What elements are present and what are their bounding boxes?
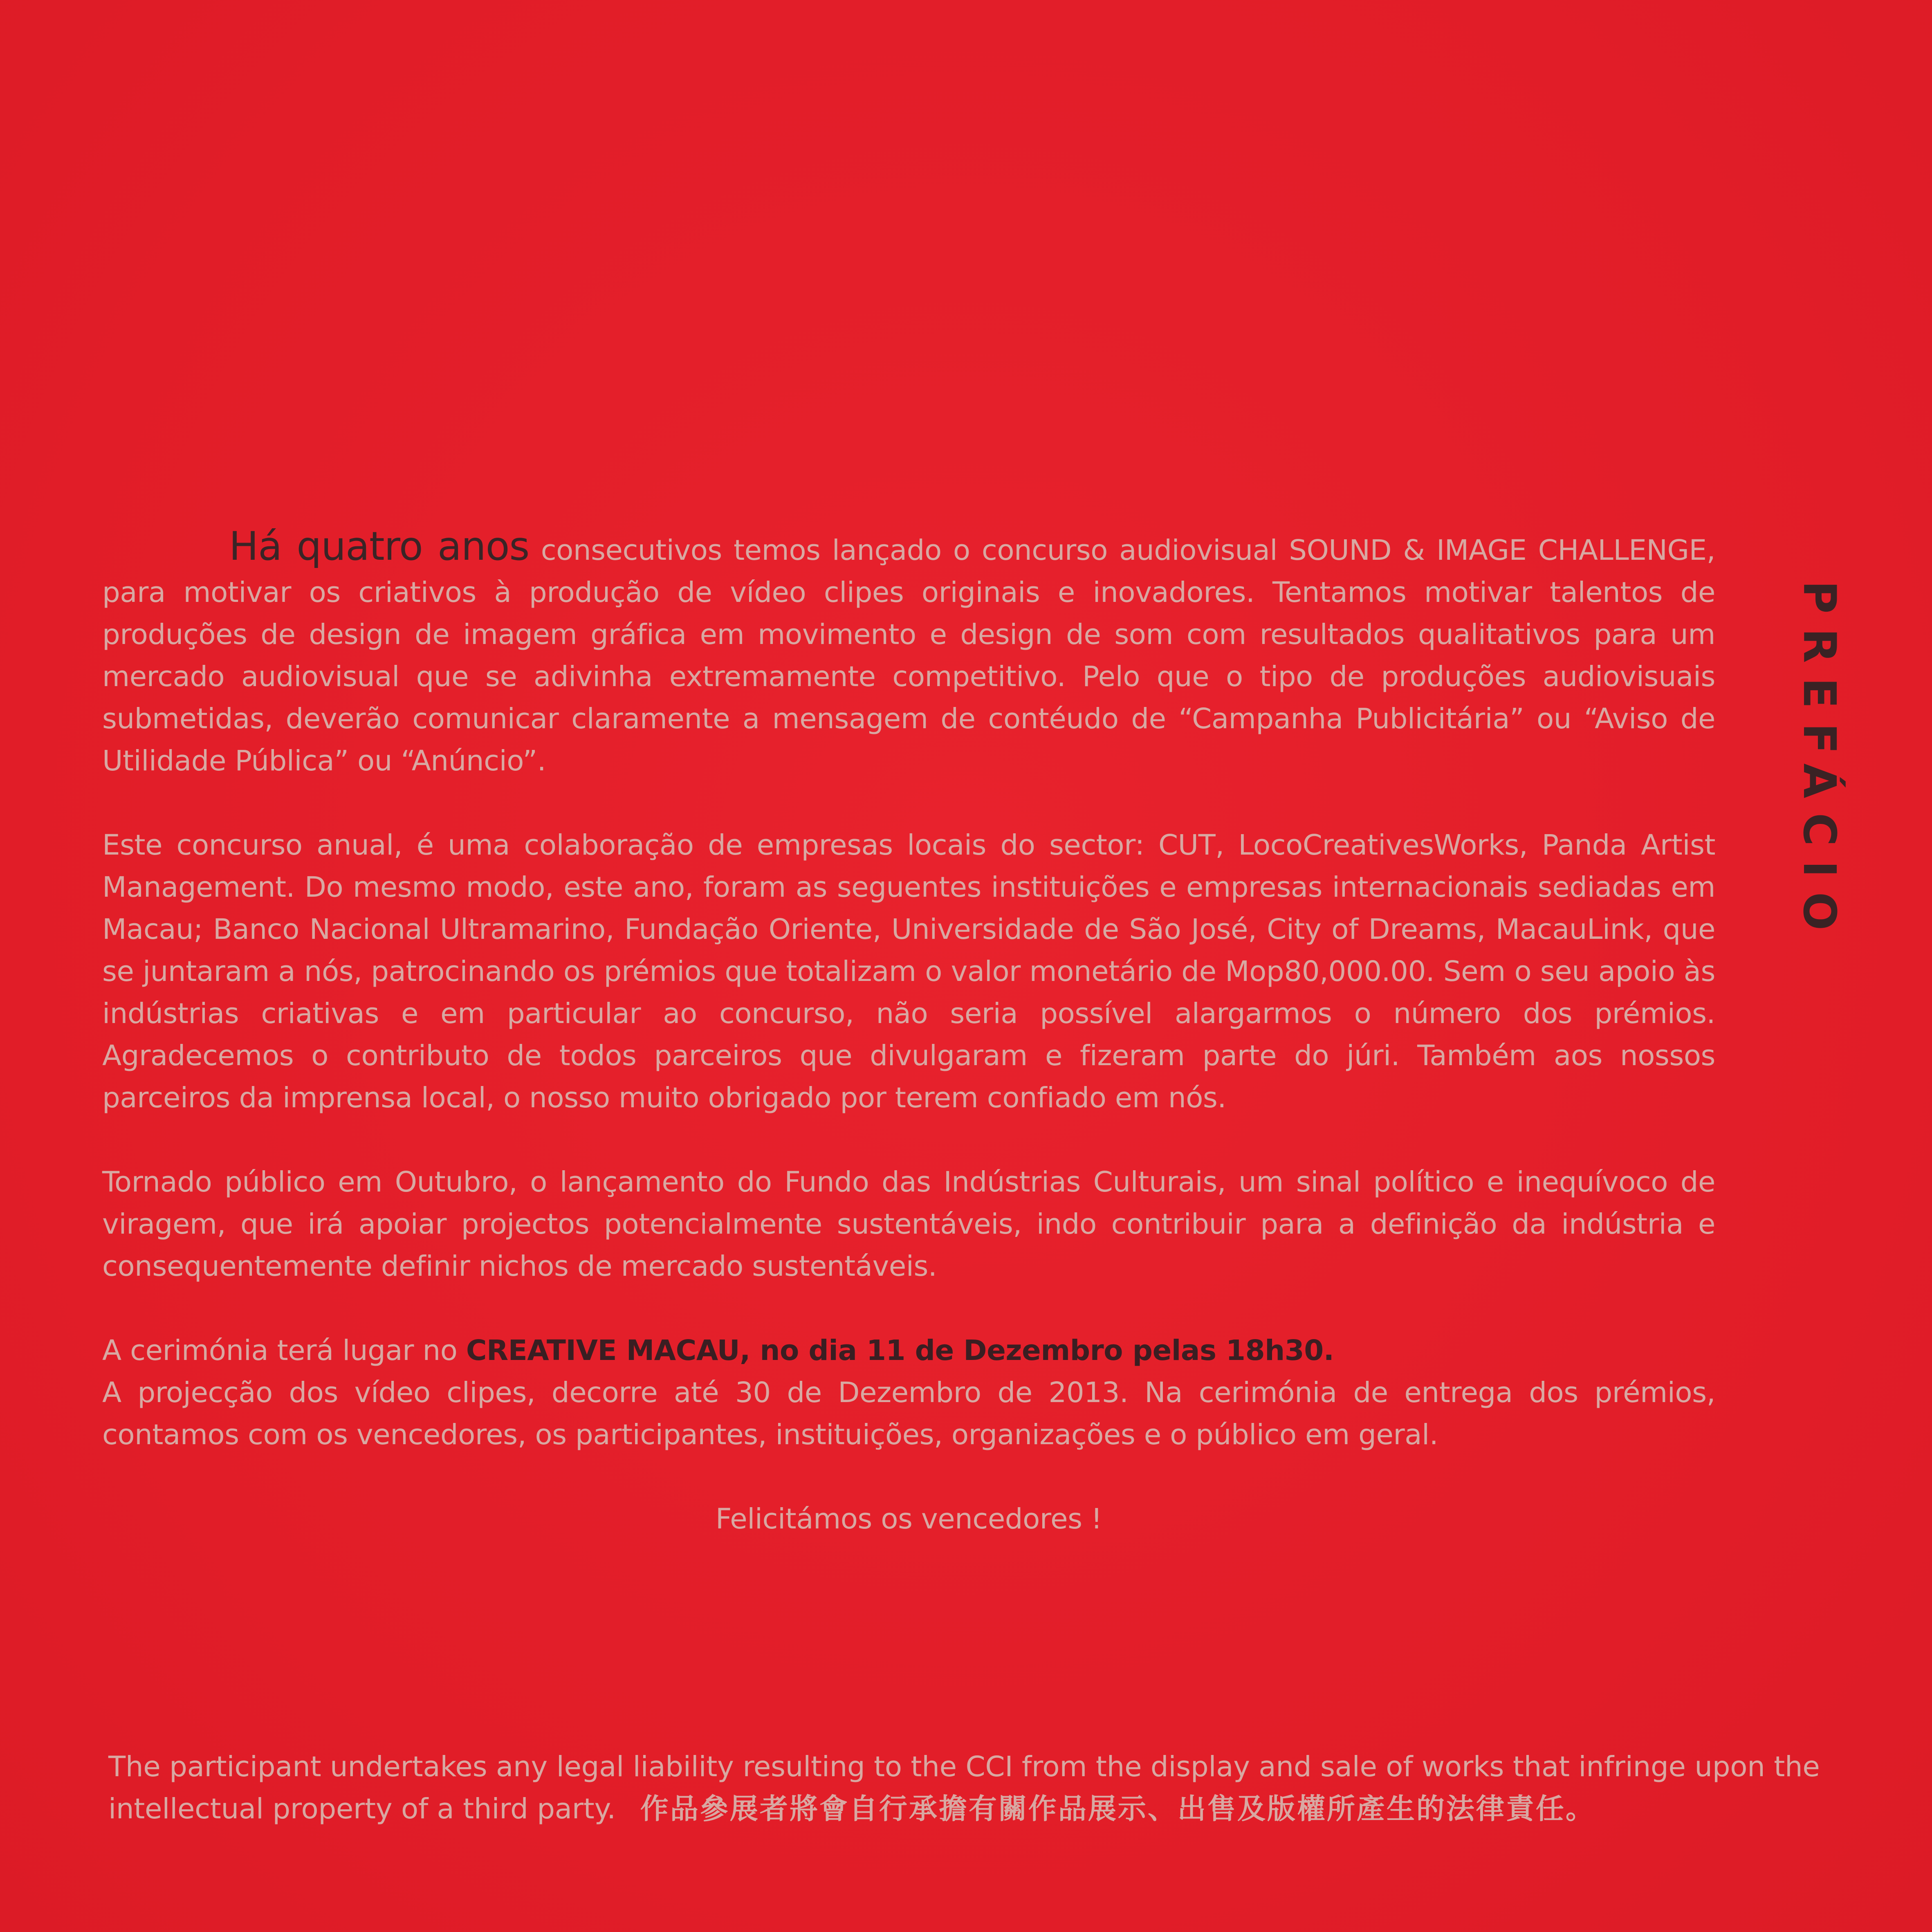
paragraph-sponsors: Este concurso anual, é uma colaboração de empresas locais do sector: CUT, LocoCreativesWorks, Panda Artist Management. Do mesmo modo, este ano, foram as seguentes instituições e empresas internacionais sediadas em Macau; Banco Nacional Ultramarino, Fundação Oriente, Universidade de São José, City of Dreams, MacauLink, que se juntaram a nós, patrocinando os prémios que totalizam o valor monetário de Mop80,000.00. Sem o seu apoio às indústrias criativas e em particular ao concurso, não seria possível alargarmos o número dos prémios. Agradecemos o contributo de todos parceiros que divulgaram e fizeram parte do júri. Também aos nossos parceiros da imprensa local, o nosso muito obrigado por terem confiado em nós.	[102, 829, 1715, 1114]
paragraph-ceremony	[102, 1330, 1715, 1456]
disclaimer-english: The participant undertakes any legal liability resulting to the CCI from the display and sale of works that infringe upon the intellectual property of a third party.	[108, 1750, 1820, 1825]
legal-disclaimer	[108, 1746, 1834, 1830]
lead-phrase: Há quatro anos	[229, 523, 530, 569]
ceremony-projection: A projecção dos vídeo clipes, decorre até 30 de Dezembro de 2013. Na cerimónia de entrega dos prémios, contamos com os vencedores, os participantes, instituições, organizações e o público em geral.	[102, 1376, 1715, 1451]
paragraph-intro-text: consecutivos temos lançado o concurso audiovisual SOUND & IMAGE CHALLENGE, para motivar os criativos à produção de vídeo clipes originais e inovadores. Tentamos motivar talentos de produções de design de imagem gráfica em movimento e design de som com resultados qualitativos para um mercado audiovisual que se adivinha extremamente competitivo. Pelo que o tipo de produções audiovisuais submetidas, deverão comunicar claramente a mensagem de contéudo de “Campanha Publicitária” ou “Aviso de Utilidade Pública” ou “Anúncio”.	[102, 534, 1716, 777]
preface-body	[102, 525, 1715, 1582]
disclaimer-chinese: 作品參展者將會自行承擔有關作品展示、出售及版權所產生的法律責任。	[640, 1793, 1595, 1825]
closing-line: Felicitámos os vencedores !	[715, 1503, 1102, 1535]
paragraph-fund: Tornado público em Outubro, o lançamento do Fundo das Indústrias Culturais, um sinal político e inequívoco de viragem, que irá apoiar projectos potencialmente sustentáveis, indo contribuir para a definição da indústria e consequentemente definir nichos de mercado sustentáveis.	[102, 1166, 1715, 1283]
ceremony-intro: A cerimónia terá lugar no	[102, 1334, 466, 1367]
paragraph-intro	[102, 525, 1715, 782]
side-title: PREFÁCIO	[1793, 581, 1846, 945]
ceremony-details: CREATIVE MACAU, no dia 11 de Dezembro pelas 18h30.	[466, 1334, 1334, 1367]
